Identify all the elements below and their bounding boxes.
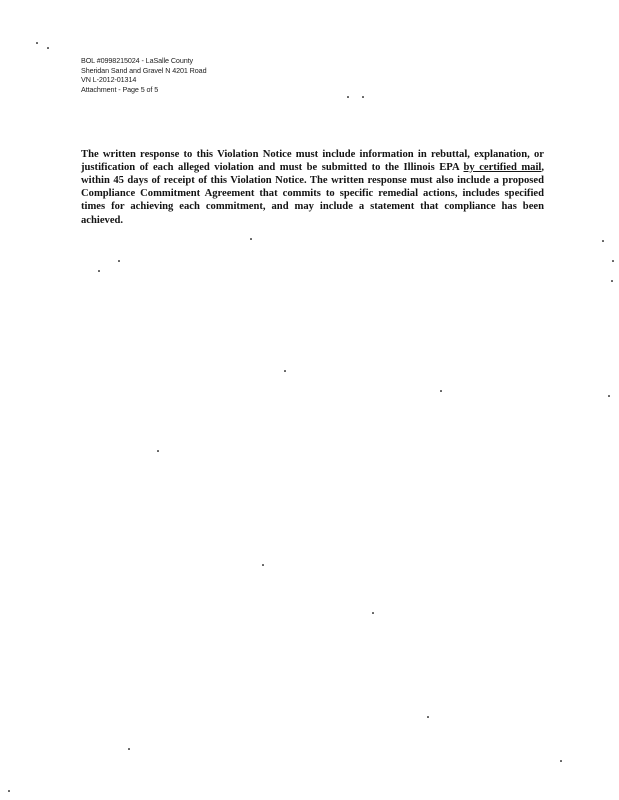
body-text-part1: The written response to this Violation Notice must include information in rebuttal, explanation, or justification of each alleged violation and must be submitted to the Illinois EPA bbox=[81, 148, 544, 173]
scan-speck bbox=[128, 748, 130, 750]
scan-speck bbox=[250, 238, 252, 240]
body-text-part2: , within 45 days of receipt of this Violation Notice. The written response must also include a proposed Compliance Commitment Agreement that commits to specific remedial actions, includes specified times for achieving each commitment, and may include a statement that compliance has been achieved. bbox=[81, 161, 544, 226]
certified-mail-text: by certified mail bbox=[463, 161, 542, 173]
scan-speck bbox=[427, 716, 429, 718]
body-paragraph bbox=[81, 148, 544, 227]
document-header bbox=[81, 56, 381, 94]
header-vn-line: VN L-2012-01314 bbox=[81, 75, 137, 85]
scan-speck bbox=[602, 240, 604, 242]
header-site-line: Sheridan Sand and Gravel N 4201 Road bbox=[81, 65, 207, 75]
scan-speck bbox=[8, 790, 10, 792]
scan-speck bbox=[47, 47, 49, 49]
scan-speck bbox=[284, 370, 286, 372]
scan-speck bbox=[347, 96, 349, 98]
scan-speck bbox=[560, 760, 562, 762]
scan-speck bbox=[262, 564, 264, 566]
scan-speck bbox=[440, 390, 442, 392]
scan-speck bbox=[36, 42, 38, 44]
header-attachment-line: Attachment - Page 5 of 5 bbox=[81, 84, 159, 94]
scan-speck bbox=[372, 612, 374, 614]
scan-speck bbox=[611, 280, 613, 282]
scan-speck bbox=[608, 395, 610, 397]
scan-speck bbox=[118, 260, 120, 262]
scan-speck bbox=[98, 270, 100, 272]
scan-speck bbox=[362, 96, 364, 98]
scan-speck bbox=[157, 450, 159, 452]
header-bol-line: BOL #0998215024 - LaSalle County bbox=[81, 56, 194, 65]
scan-speck bbox=[612, 260, 614, 262]
